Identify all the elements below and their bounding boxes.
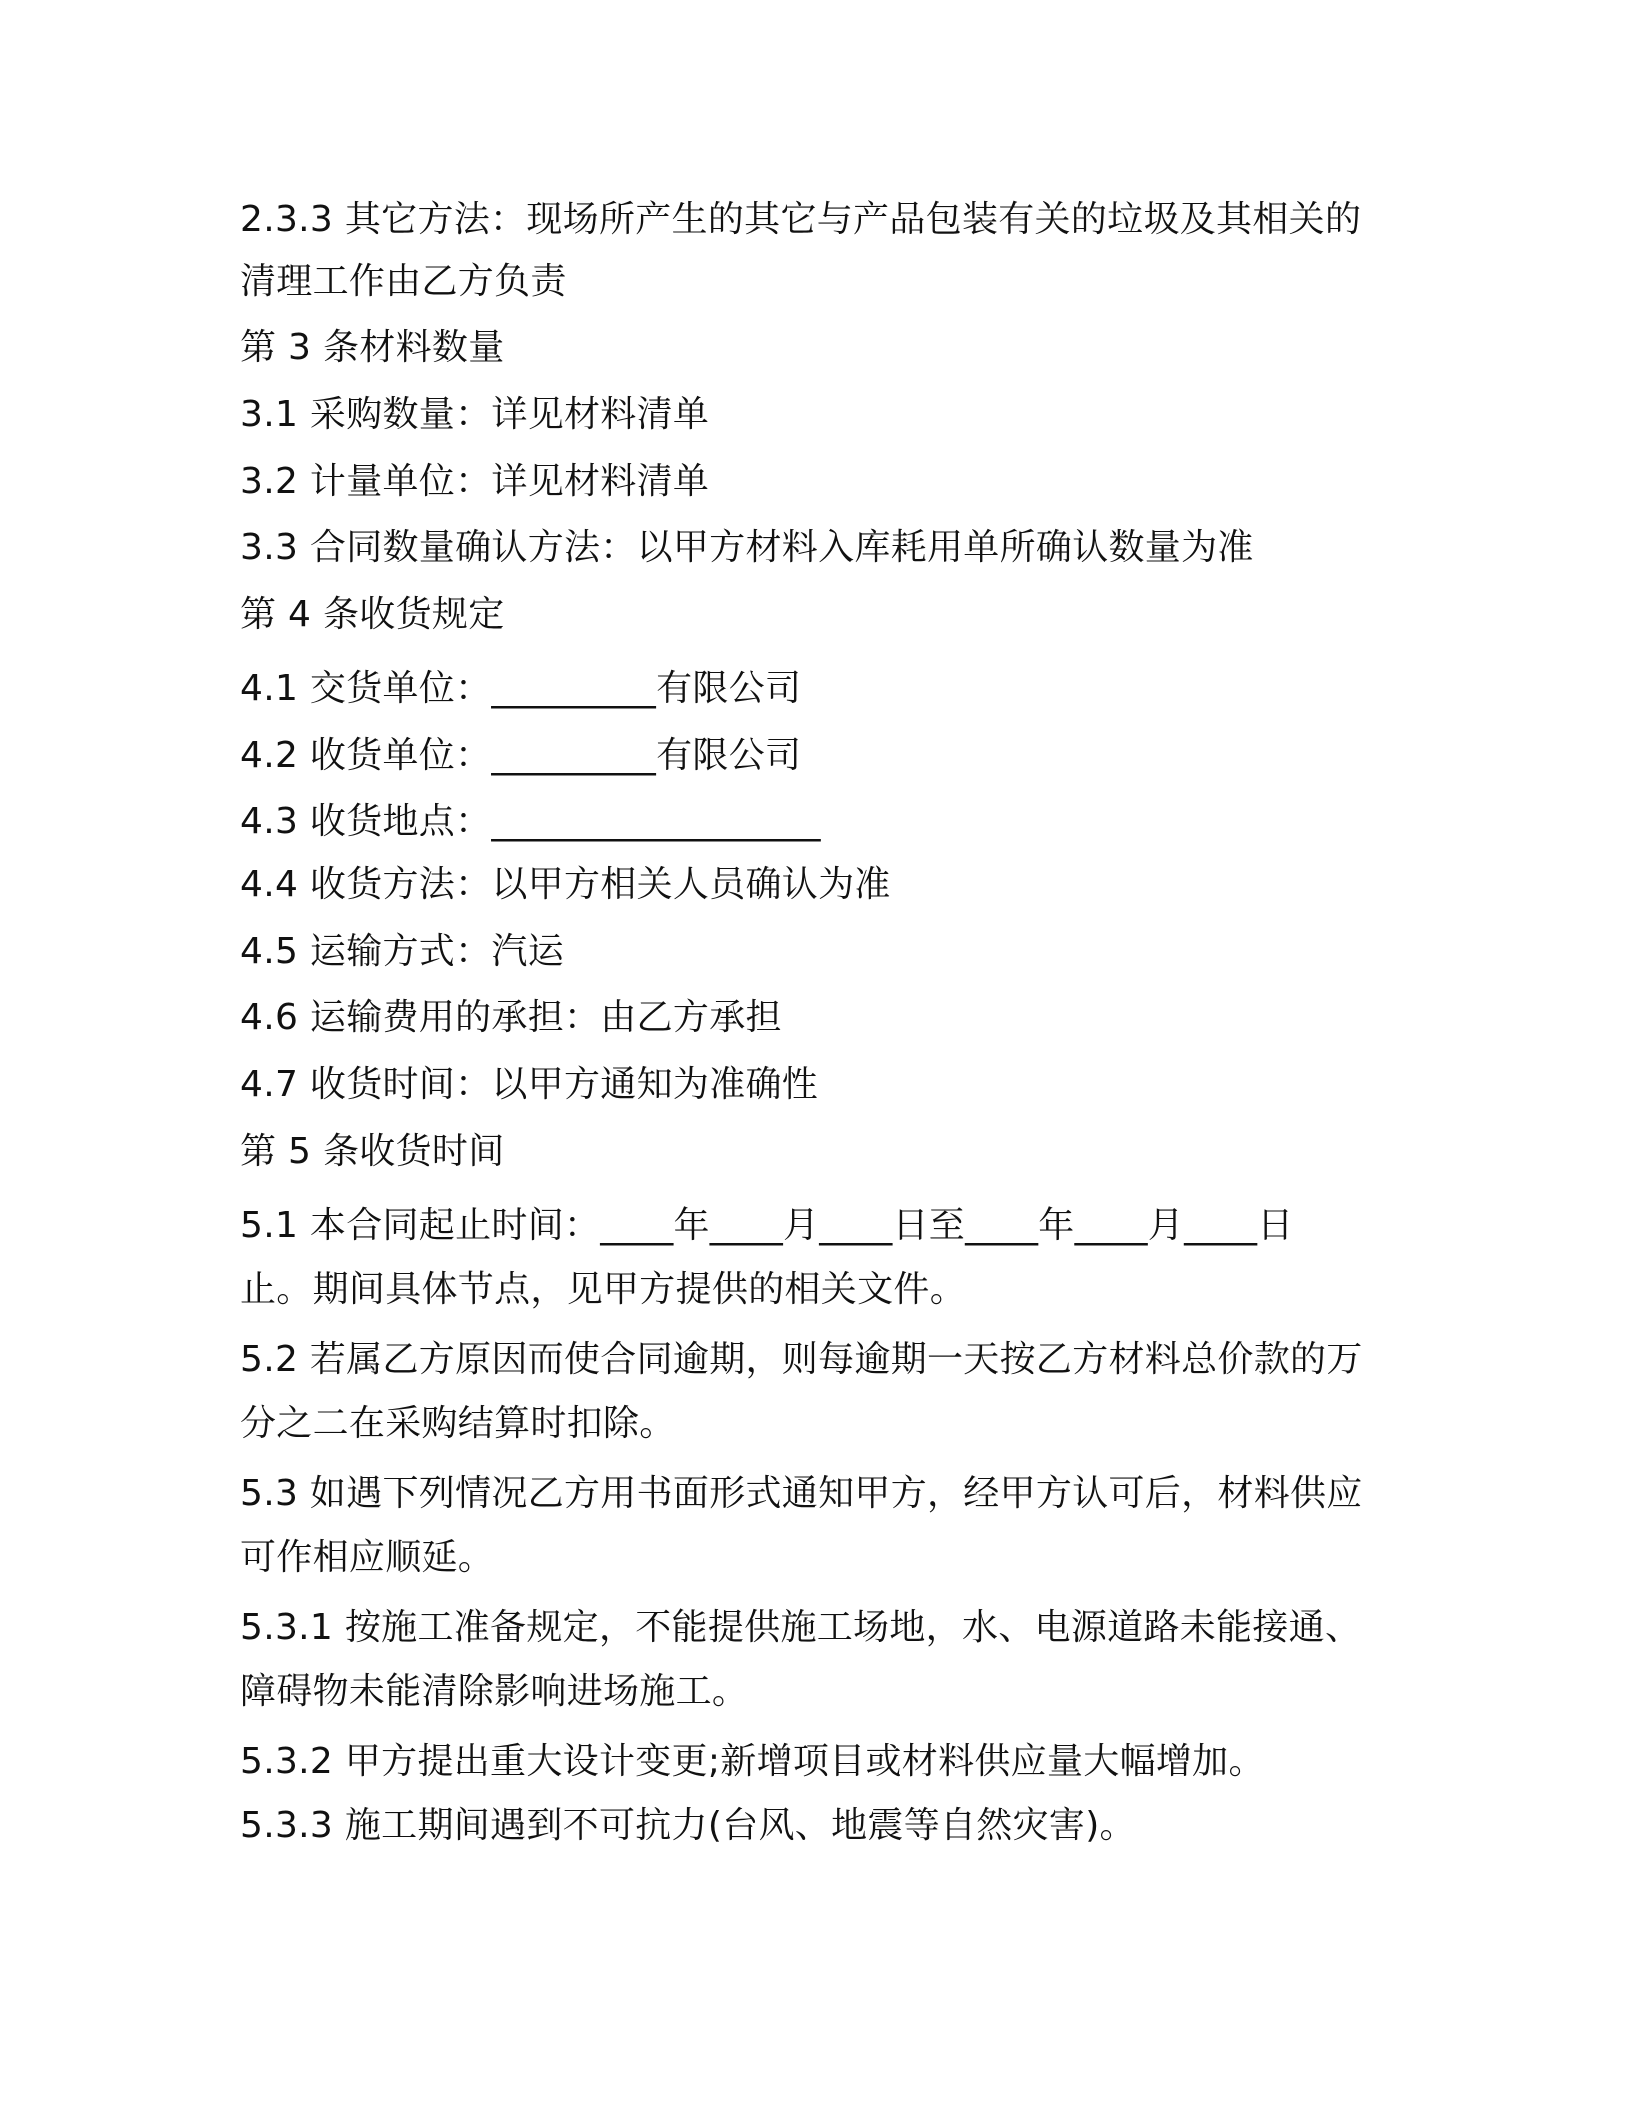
clause-5-3-2: 5.3.2 甲方提出重大设计变更;新增项目或材料供应量大幅增加。 bbox=[240, 1741, 1265, 1782]
clause-5-2-line-1: 5.2 若属乙方原因而使合同逾期，则每逾期一天按乙方材料总价款的万 bbox=[240, 1339, 1363, 1380]
clause-4-2: 4.2 收货单位：_________有限公司 bbox=[240, 735, 802, 776]
clause-5-3-3: 5.3.3 施工期间遇到不可抗力(台风、地震等自然灾害)。 bbox=[240, 1805, 1136, 1846]
clause-5-1-line-2: 止。期间具体节点，见甲方提供的相关文件。 bbox=[240, 1269, 967, 1310]
clause-2-3-3-line-2: 清理工作由乙方负责 bbox=[240, 261, 567, 302]
clause-3-2: 3.2 计量单位：详见材料清单 bbox=[240, 461, 710, 502]
clause-4-7: 4.7 收货时间：以甲方通知为准确性 bbox=[240, 1064, 819, 1105]
clause-5-3-line-2: 可作相应顺延。 bbox=[240, 1537, 495, 1578]
clause-4-4: 4.4 收货方法：以甲方相关人员确认为准 bbox=[240, 864, 891, 905]
clause-5-2-line-2: 分之二在采购结算时扣除。 bbox=[240, 1403, 676, 1444]
clause-4-3: 4.3 收货地点：__________________ bbox=[240, 801, 821, 842]
clause-4-1: 4.1 交货单位：_________有限公司 bbox=[240, 668, 802, 709]
clause-2-3-3-line-1: 2.3.3 其它方法：现场所产生的其它与产品包装有关的垃圾及其相关的 bbox=[240, 199, 1362, 240]
clause-4-5: 4.5 运输方式：汽运 bbox=[240, 931, 564, 972]
article-4-heading: 第 4 条收货规定 bbox=[240, 594, 505, 635]
clause-5-1-line-1: 5.1 本合同起止时间：____年____月____日至____年____月____日 bbox=[240, 1205, 1294, 1246]
clause-5-3-1-line-2: 障碍物未能清除影响进场施工。 bbox=[240, 1671, 749, 1712]
clause-3-1: 3.1 采购数量：详见材料清单 bbox=[240, 394, 710, 435]
clause-4-6: 4.6 运输费用的承担：由乙方承担 bbox=[240, 997, 782, 1038]
article-5-heading: 第 5 条收货时间 bbox=[240, 1131, 505, 1172]
article-3-heading: 第 3 条材料数量 bbox=[240, 327, 505, 368]
clause-5-3-1-line-1: 5.3.1 按施工准备规定，不能提供施工场地，水、电源道路未能接通、 bbox=[240, 1607, 1362, 1648]
clause-5-3-line-1: 5.3 如遇下列情况乙方用书面形式通知甲方，经甲方认可后，材料供应 bbox=[240, 1473, 1363, 1514]
clause-3-3: 3.3 合同数量确认方法：以甲方材料入库耗用单所确认数量为准 bbox=[240, 527, 1254, 568]
